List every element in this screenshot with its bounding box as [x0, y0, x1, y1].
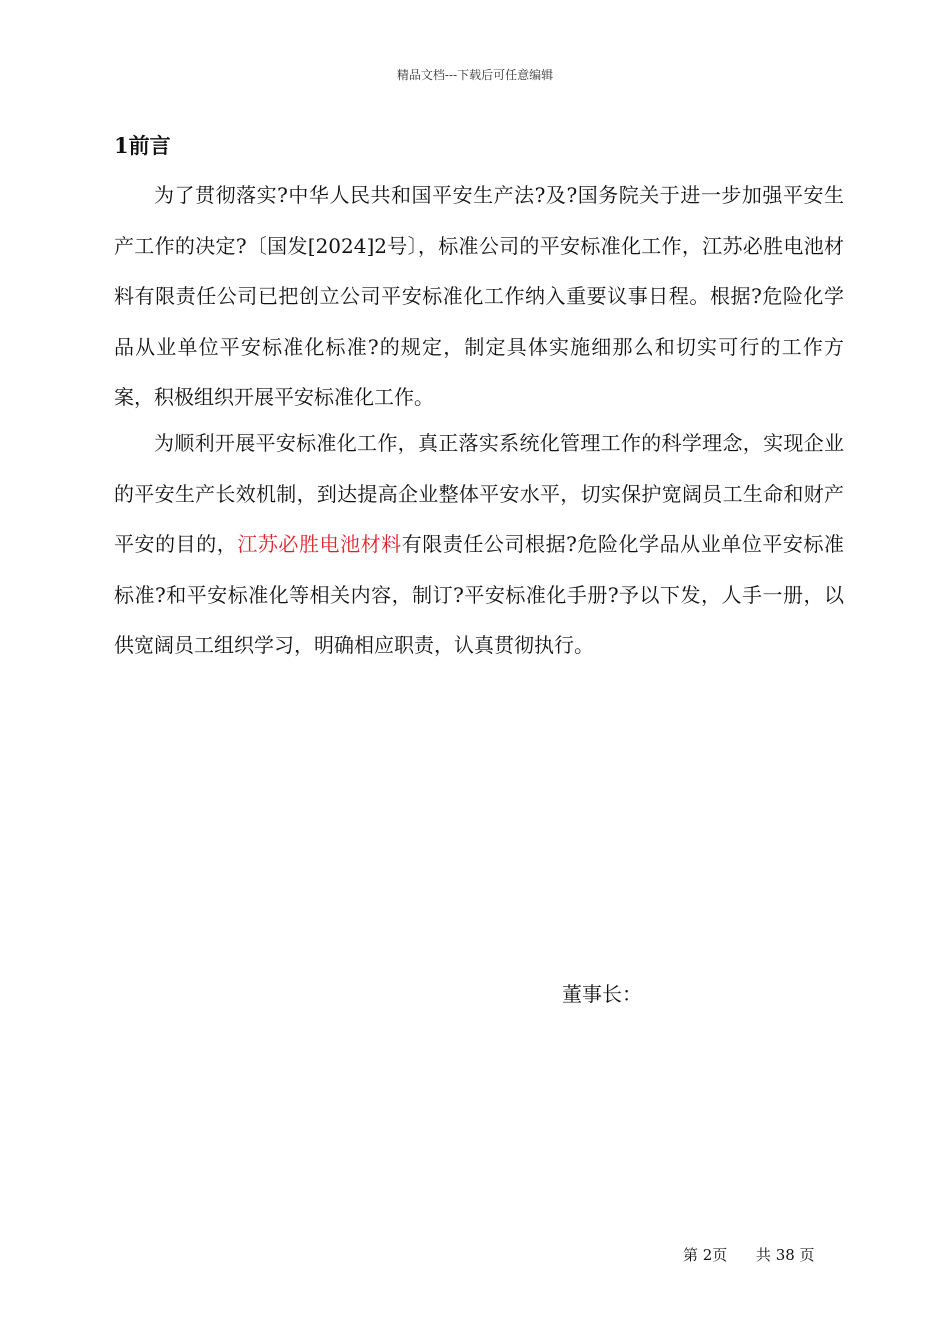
- current-page-number: 第 2页: [683, 1246, 728, 1264]
- paragraph-text-segment: 有限责任公司根据?危险化学品从业单位平安标准标准?和平安标准化等相关内容，制订?平安标准化手册?予以下发，人手一册，以供宽阔员工组织学习，明确相应职责，认真贯彻执行。: [114, 532, 845, 658]
- paragraph-preface-2: [114, 418, 844, 671]
- paragraph-preface-1: 为了贯彻落实?中华人民共和国平安生产法?及?国务院关于进一步加强平安生产工作的决定?〔国发[2024]2号〕，标准公司的平安标准化工作，江苏必胜电池材料有限责任公司已把创立公司平安标准化工作纳入重要议事日程。根据?危险化学品从业单位平安标准化标准?的规定，制定具体实施细那么和切实可行的工作方案，积极组织开展平安标准化工作。: [114, 183, 844, 410]
- highlighted-company-name: 江苏必胜电池材料: [237, 532, 402, 557]
- page-header-watermark: 精品文档---下载后可任意编辑: [396, 68, 554, 82]
- total-pages: 共 38 页: [755, 1246, 815, 1264]
- paragraph-text-segment: 为顺利开展平安标准化工作，真正落实系统化管理工作的科学理念，实现企业的平安生产长效机制，到达提高企业整体平安水平，切实保护宽阔员工生命和财产平安的目的，: [114, 431, 844, 557]
- page-footer: [683, 1244, 815, 1265]
- section-title: 1前言: [114, 133, 171, 158]
- signature-label: 董事长：: [562, 982, 642, 1006]
